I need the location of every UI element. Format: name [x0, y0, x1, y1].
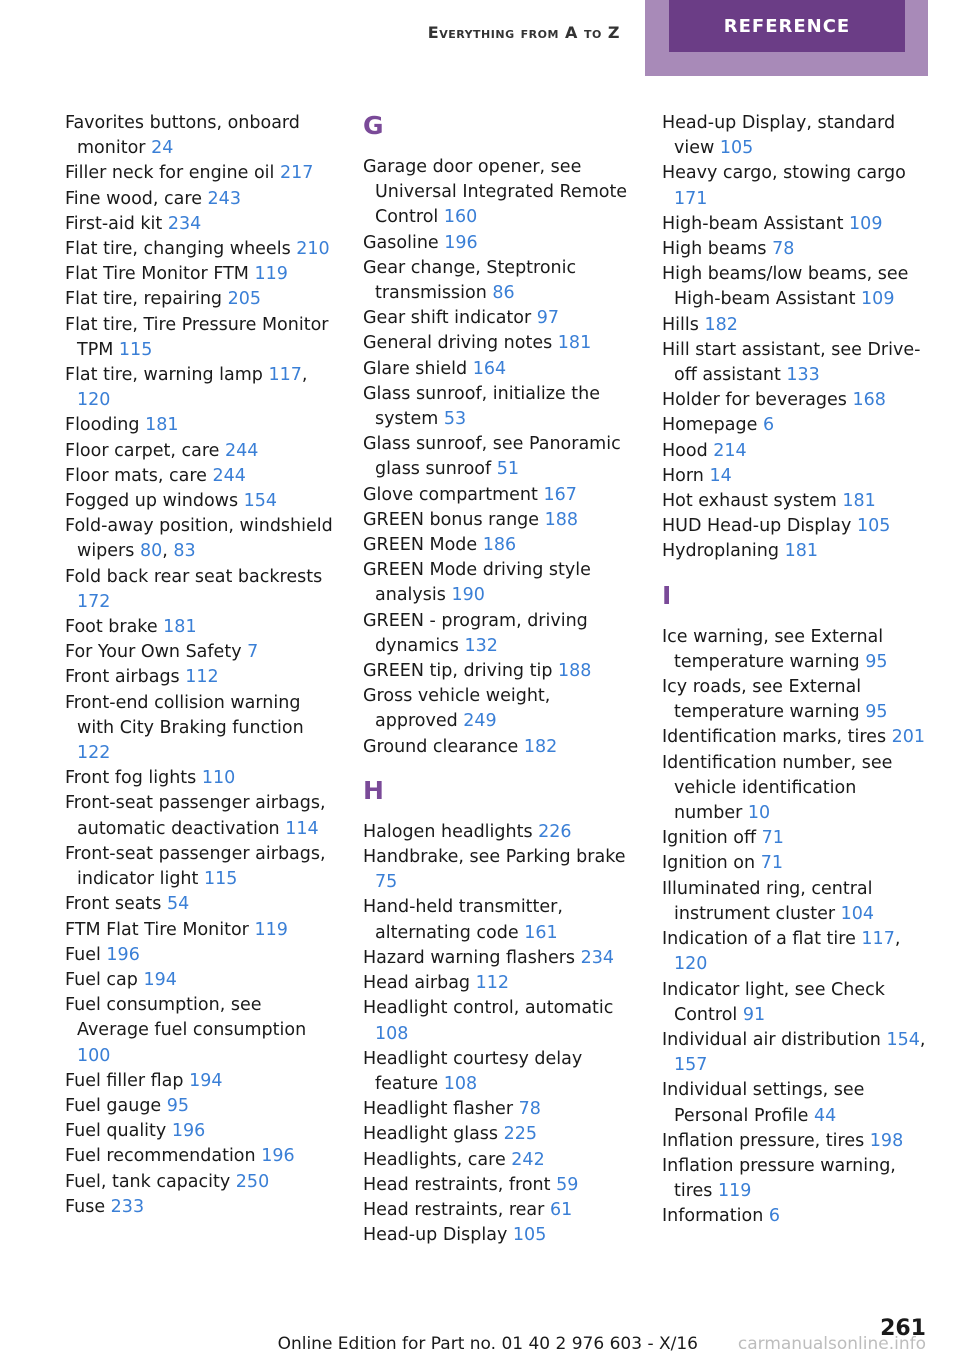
page-link[interactable]: 249 [463, 711, 497, 732]
index-term: Icy roads, see External temperature warning [662, 677, 862, 723]
index-entry [662, 1078, 930, 1128]
index-entry [662, 851, 930, 876]
index-term: GREEN - program, driving dynamics [363, 610, 588, 656]
page-link[interactable]: 186 [482, 535, 517, 556]
index-term: Ground clearance [363, 736, 519, 757]
index-entry [363, 946, 631, 971]
index-column-3 [662, 111, 930, 1230]
index-entry [65, 1119, 333, 1144]
index-term: GREEN tip, driving tip [363, 661, 553, 682]
index-term: Hood [662, 440, 708, 461]
index-letter-heading: I [662, 580, 672, 610]
index-entry [363, 996, 631, 1046]
index-term: Identification number, see vehicle identification number [662, 752, 893, 824]
index-entry [363, 155, 631, 231]
index-term: Fuel gauge [65, 1095, 162, 1116]
page-link[interactable]: 95 [865, 651, 888, 672]
index-entry [363, 845, 631, 895]
page-link[interactable]: 244 [212, 465, 246, 486]
index-entry [363, 231, 631, 256]
index-term: Fuel filler flap [65, 1070, 184, 1091]
index-term: Fold back rear seat backrests [65, 566, 323, 587]
page-link[interactable]: 53 [443, 409, 467, 430]
index-term: Gasoline [363, 232, 439, 253]
index-entry [662, 514, 930, 539]
index-entry [363, 508, 631, 533]
page-link[interactable]: 198 [869, 1130, 904, 1151]
index-term: Holder for beverages [662, 390, 847, 411]
index-term: Glass sunroof, see Panoramic glass sunroof [363, 434, 621, 480]
page-link[interactable]: 91 [742, 1004, 766, 1025]
index-entry [363, 1198, 631, 1223]
reference-tab-label: REFERENCE [669, 0, 905, 52]
page-link[interactable]: 80 [139, 541, 163, 562]
page-link[interactable]: 205 [227, 289, 262, 310]
index-term: Front-seat passenger airbags, automatic deactivation [65, 793, 326, 839]
page-link[interactable]: 117 [268, 365, 302, 386]
index-entry [662, 313, 930, 338]
index-term: Indicator light, see Check Control [662, 979, 885, 1025]
page-link[interactable]: 157 [674, 1055, 708, 1076]
page-link[interactable]: 234 [580, 947, 615, 968]
page-link[interactable]: 44 [813, 1105, 837, 1126]
index-entry [662, 489, 930, 514]
index-entry [65, 439, 333, 464]
index-term: Horn [662, 465, 704, 486]
page-link[interactable]: 104 [840, 903, 875, 924]
page-link[interactable]: 24 [151, 138, 174, 159]
page-link[interactable]: 86 [492, 283, 515, 304]
page-link[interactable]: 97 [536, 308, 560, 329]
page-link[interactable]: 217 [279, 163, 314, 184]
index-term: Head airbag [363, 973, 471, 994]
page-link[interactable]: 181 [163, 617, 197, 638]
index-entry [65, 943, 333, 968]
index-term: Headlight flasher [363, 1099, 514, 1120]
index-term: Front seats [65, 894, 162, 915]
index-term: Glove compartment [363, 484, 538, 505]
index-entry [363, 1148, 631, 1173]
index-term: Floor carpet, care [65, 440, 220, 461]
index-term: Information [662, 1206, 764, 1227]
index-entry [363, 1097, 631, 1122]
index-term: FTM Flat Tire Monitor [65, 919, 249, 940]
index-entry [65, 1170, 333, 1195]
index-term: Glass sunroof, initialize the system [363, 383, 600, 430]
index-entry [65, 161, 333, 186]
index-entry [363, 971, 631, 996]
index-term: Ignition on [662, 853, 756, 874]
page-link[interactable]: 54 [167, 894, 190, 915]
index-entry [363, 256, 631, 306]
index-entry: Individual air distribution 154, 157 [662, 1029, 926, 1076]
page-link[interactable]: 172 [77, 591, 111, 612]
index-term: Fuel recommendation [65, 1146, 256, 1167]
index-term: Indication of a flat tire [662, 929, 856, 950]
page-link[interactable]: 181 [145, 415, 179, 436]
index-entry [65, 791, 333, 841]
page-link[interactable]: 59 [556, 1174, 579, 1195]
index-entry [363, 735, 631, 760]
page-link[interactable]: 115 [203, 869, 238, 890]
index-term: Flat Tire Monitor FTM [65, 264, 249, 285]
index-entry [662, 1154, 930, 1204]
page-link[interactable]: 164 [472, 358, 507, 379]
page-link[interactable]: 83 [173, 541, 196, 562]
index-term: Gear shift indicator [363, 308, 532, 329]
index-entry [65, 892, 333, 917]
index-entry [363, 1122, 631, 1147]
index-term: Flat tire, warning lamp [65, 365, 263, 386]
page-link[interactable]: 95 [865, 702, 888, 723]
page-link[interactable]: 132 [464, 635, 498, 656]
page-link[interactable]: 117 [861, 929, 895, 950]
index-entry [65, 918, 333, 943]
page-link[interactable]: 196 [106, 944, 140, 965]
index-term: Hills [662, 314, 699, 335]
index-entry [363, 432, 631, 482]
index-term: Front-seat passenger airbags, indicator light [65, 843, 326, 890]
page-link[interactable]: 188 [544, 509, 579, 530]
page-link[interactable]: 171 [674, 188, 708, 209]
index-term: Head-up Display, standard view [662, 113, 896, 159]
index-entry [65, 1069, 333, 1094]
index-term: Headlights, care [363, 1149, 506, 1170]
index-letter-heading: H [363, 775, 384, 805]
index-entry [65, 1195, 333, 1220]
index-term: Heavy cargo, stowing cargo [662, 163, 906, 184]
index-entry [65, 615, 333, 640]
index-term: Halogen headlights [363, 821, 533, 842]
page-link[interactable]: 160 [443, 207, 478, 228]
page-link[interactable]: 115 [118, 339, 153, 360]
page-link[interactable]: 119 [254, 919, 288, 940]
index-term: Garage door opener, see Universal Integrated Remote Control [363, 157, 628, 228]
index-term: Head restraints, rear [363, 1199, 545, 1220]
index-entry [65, 691, 333, 767]
page-link[interactable]: 6 [762, 415, 775, 436]
index-entry [65, 993, 333, 1069]
index-term: GREEN Mode driving style analysis [363, 560, 591, 606]
page-link[interactable]: 196 [171, 1121, 206, 1142]
page-link[interactable]: 51 [496, 459, 520, 480]
page-link[interactable]: 112 [475, 973, 510, 994]
index-term: Front fog lights [65, 768, 197, 789]
page-link[interactable]: 14 [709, 465, 732, 486]
index-entry [65, 313, 333, 363]
page-link[interactable]: 182 [523, 736, 558, 757]
page-link[interactable]: 233 [110, 1196, 145, 1217]
index-term: Individual settings, see Personal Profile [662, 1080, 865, 1126]
section-title: Everything from A to Z [427, 23, 620, 42]
page-link[interactable]: 225 [503, 1124, 538, 1145]
index-entry [662, 751, 930, 827]
index-entry [662, 978, 930, 1028]
page-link[interactable]: 196 [444, 232, 478, 253]
index-term: Inflation pressure, tires [662, 1130, 865, 1151]
index-term: Head-up Display [363, 1225, 508, 1246]
index-entry [65, 665, 333, 690]
page-link[interactable]: 108 [375, 1023, 409, 1044]
index-entry [65, 766, 333, 791]
index-term: For Your Own Safety [65, 642, 242, 663]
page-link[interactable]: 75 [375, 872, 398, 893]
index-entry: Flat tire, warning lamp 117, 120 [65, 365, 308, 411]
index-entry [363, 483, 631, 508]
page-link[interactable]: 194 [143, 969, 177, 990]
index-term: Flat tire, repairing [65, 289, 223, 310]
page-link[interactable]: 168 [852, 390, 886, 411]
index-term: Floor mats, care [65, 465, 207, 486]
index-entry [363, 1223, 631, 1248]
index-entry [363, 820, 631, 845]
page-link[interactable]: 10 [747, 803, 771, 824]
index-entry [662, 877, 930, 927]
index-term: Fuel, tank capacity [65, 1171, 231, 1192]
index-entry [363, 609, 631, 659]
index-entry [65, 1094, 333, 1119]
page-link[interactable]: 108 [443, 1073, 478, 1094]
index-entry [65, 640, 333, 665]
page-link[interactable]: 71 [761, 828, 784, 849]
index-term: Head restraints, front [363, 1174, 551, 1195]
index-entry [662, 413, 930, 438]
index-term: Handbrake, see Parking brake [363, 847, 626, 868]
index-term: Foot brake [65, 617, 158, 638]
index-term: Hydroplaning [662, 541, 779, 562]
index-term: High beams [662, 239, 767, 260]
index-entry [65, 464, 333, 489]
edition-footer: Online Edition for Part no. 01 40 2 976 603 - X/16 [277, 1334, 698, 1354]
index-entry [65, 489, 333, 514]
index-entry [662, 725, 930, 750]
index-term: HUD Head-up Display [662, 516, 852, 537]
page-link[interactable]: 242 [511, 1149, 545, 1170]
index-term: Headlight glass [363, 1124, 499, 1145]
index-entry [363, 659, 631, 684]
index-letter-heading: G [363, 111, 384, 140]
index-term: Front-end collision warning with City Braking function [65, 692, 304, 738]
page-link[interactable]: 61 [549, 1199, 573, 1220]
page-link[interactable]: 210 [296, 239, 330, 260]
index-entry [662, 1204, 930, 1229]
page-link[interactable]: 181 [784, 541, 818, 562]
index-term: Headlight courtesy delay feature [363, 1048, 583, 1094]
page-link[interactable]: 109 [849, 213, 883, 234]
page-number: 261 [880, 1316, 926, 1341]
index-entry [65, 842, 333, 892]
index-entry [65, 111, 333, 161]
index-entry [65, 287, 333, 312]
index-entry [662, 338, 930, 388]
page-link[interactable]: 119 [718, 1181, 752, 1202]
index-term: General driving notes [363, 333, 553, 354]
page-link[interactable]: 234 [167, 213, 202, 234]
index-term: Hot exhaust system [662, 491, 837, 512]
page-link[interactable]: 182 [704, 314, 738, 335]
index-entry [65, 565, 333, 615]
index-term: Fuel quality [65, 1121, 167, 1142]
index-term: Headlight control, automatic [363, 998, 614, 1019]
page-link[interactable]: 167 [543, 484, 577, 505]
page-link[interactable]: 154 [243, 491, 278, 512]
page-link[interactable]: 6 [768, 1206, 781, 1227]
index-term: Front airbags [65, 667, 180, 688]
index-entry [662, 675, 930, 725]
page-link[interactable]: 214 [713, 440, 747, 461]
page-link[interactable]: 105 [512, 1225, 547, 1246]
page-link[interactable]: 244 [225, 440, 259, 461]
page-link[interactable]: 161 [524, 922, 558, 943]
index-term: Fuse [65, 1196, 106, 1217]
index-entry [662, 111, 930, 161]
index-entry [65, 1144, 333, 1169]
index-entry [662, 161, 930, 211]
index-entry [662, 1129, 930, 1154]
index-term: Individual air distribution [662, 1029, 881, 1050]
index-term: Hand-held transmitter, alternating code [363, 897, 563, 943]
index-term: First-aid kit [65, 213, 163, 234]
page-link[interactable]: 190 [451, 585, 485, 606]
page-link[interactable]: 105 [719, 138, 754, 159]
page-link[interactable]: 109 [861, 289, 895, 310]
page-link[interactable]: 250 [235, 1171, 270, 1192]
index-entry [662, 212, 930, 237]
index-term: Glare shield [363, 358, 468, 379]
page-link[interactable]: 100 [77, 1045, 111, 1066]
index-term: Fuel [65, 944, 101, 965]
index-entry [662, 539, 930, 564]
index-term: Fogged up windows [65, 491, 239, 512]
index-entry [662, 262, 930, 312]
index-term: Fuel consumption, see Average fuel consumption [65, 995, 307, 1041]
index-column-2 [363, 111, 631, 1248]
page-link[interactable]: 133 [786, 365, 820, 386]
page-link[interactable]: 188 [558, 661, 592, 682]
index-term: Homepage [662, 415, 758, 436]
index-entry: Indication of a flat tire 117, 120 [662, 929, 901, 975]
page-link[interactable]: 120 [674, 954, 708, 975]
index-entry [363, 331, 631, 356]
index-entry [65, 968, 333, 993]
page-link[interactable]: 201 [891, 727, 926, 748]
index-term: High-beam Assistant [662, 213, 844, 234]
page-link[interactable]: 194 [189, 1070, 223, 1091]
index-entry: Fold-away position, windshield wipers 80, 83 [65, 516, 333, 562]
index-entry [65, 212, 333, 237]
index-term: Favorites buttons, onboard monitor [65, 113, 300, 159]
page-link[interactable]: 112 [185, 667, 219, 688]
index-term: Fine wood, care [65, 188, 202, 209]
page-link[interactable]: 181 [557, 333, 592, 354]
page-link[interactable]: 120 [77, 390, 111, 411]
index-entry [662, 826, 930, 851]
index-entry [363, 357, 631, 382]
index-term: Hazard warning flashers [363, 947, 576, 968]
index-entry [363, 533, 631, 558]
page-link[interactable]: 122 [77, 743, 111, 764]
watermark: carmanualsonline.info [737, 1334, 926, 1354]
index-entry [363, 1047, 631, 1097]
index-column-1 [65, 111, 333, 1220]
page-link[interactable]: 105 [856, 516, 891, 537]
index-term: Flat tire, changing wheels [65, 239, 291, 260]
index-term: GREEN bonus range [363, 509, 540, 530]
index-entry [662, 464, 930, 489]
page-link[interactable]: 243 [207, 188, 241, 209]
page-link[interactable]: 114 [285, 818, 319, 839]
page-link[interactable]: 119 [254, 264, 288, 285]
index-term: Flat tire, Tire Pressure Monitor TPM [65, 314, 329, 360]
index-term: Illuminated ring, central instrument cluster [662, 878, 873, 924]
index-entry [363, 895, 631, 945]
index-term: Inflation pressure warning, tires [662, 1155, 896, 1202]
page-link[interactable]: 78 [518, 1099, 541, 1120]
index-entry [363, 1173, 631, 1198]
page-link[interactable]: 196 [261, 1146, 295, 1167]
index-entry [363, 306, 631, 331]
page-link[interactable]: 95 [166, 1095, 190, 1116]
index-term: Filler neck for engine oil [65, 163, 275, 184]
index-term: GREEN Mode [363, 535, 478, 556]
index-term: High beams/low beams, see High-beam Assistant [662, 264, 909, 310]
page-link[interactable]: 226 [538, 821, 572, 842]
index-term: Ignition off [662, 828, 757, 849]
index-entry [65, 237, 333, 262]
index-term: Identification marks, tires [662, 727, 887, 748]
index-entry [65, 413, 333, 438]
index-term: Flooding [65, 415, 140, 436]
index-term: Fuel cap [65, 969, 138, 990]
index-term: Hill start assistant, see Drive-off assistant [662, 339, 921, 386]
page-link[interactable]: 181 [842, 491, 876, 512]
index-entry [65, 262, 333, 287]
page-link[interactable]: 154 [886, 1029, 920, 1050]
index-term: Ice warning, see External temperature warning [662, 626, 884, 672]
index-term: Gear change, Steptronic transmission [363, 257, 577, 304]
index-term: Gross vehicle weight, approved [363, 686, 551, 732]
page-link[interactable]: 78 [772, 239, 795, 260]
index-entry [662, 625, 930, 675]
page-link[interactable]: 7 [247, 642, 259, 663]
index-entry [65, 187, 333, 212]
index-term: Fold-away position, windshield wipers [65, 516, 333, 562]
index-entry [363, 382, 631, 432]
index-entry [662, 439, 930, 464]
index-entry [662, 388, 930, 413]
index-entry [363, 684, 631, 734]
index-entry [662, 237, 930, 262]
index-entry [363, 558, 631, 608]
reference-tab [645, 0, 928, 76]
page-link[interactable]: 110 [201, 768, 236, 789]
page-link[interactable]: 71 [760, 853, 783, 874]
